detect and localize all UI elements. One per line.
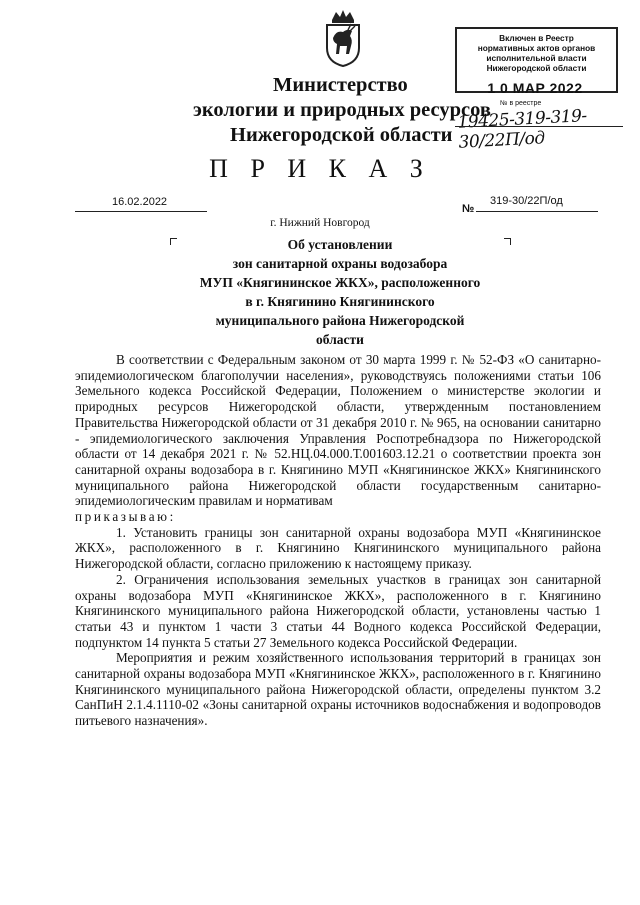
title-line: муниципального района Нижегородской (215, 313, 465, 328)
stamp-line: исполнительной власти (486, 53, 587, 63)
order-item-1: 1. Установить границы зон санитарной охраны водозабора МУП «Княгининское ЖКХ», расположенного в г. Княгинино Княгининского муниципального района Нижегородской области, согласно приложению к настоящему приказу. (75, 524, 601, 572)
ministry-name-line: Министерство (273, 74, 408, 96)
date-underline (75, 211, 207, 212)
number-underline (476, 211, 598, 212)
stamp-line: нормативных актов органов (477, 43, 596, 53)
stamp-date: 1 0 MAP 2022 (487, 80, 583, 96)
title-line: МУП «Княгининское ЖКХ», расположенного (199, 275, 481, 290)
coat-of-arms-icon (324, 6, 362, 68)
order-paragraph-3: Мероприятия и режим хозяйственного использования территорий в границах зон санитарной охраны водозабора МУП «Княгининское ЖКХ», расположенного в г. Княгинино Княгининского муниципального района Нижегородской области, определены пунктом 3.2 СанПиН 2.1.4.1110-02 «Зоны санитарной охраны источников водоснабжения и водопроводов питьевого назначения». (75, 650, 601, 729)
document-title (160, 235, 520, 349)
document-type: П Р И К А З (209, 154, 431, 183)
stamp-registry-label: № в реестре (500, 100, 542, 107)
title-line: в г. Княгинино Княгининского (245, 294, 435, 309)
document-number: 319-30/22П/од (490, 195, 563, 207)
stamp-line: Включен в Реестр (499, 33, 574, 43)
document-date: 16.02.2022 (112, 196, 168, 208)
stamp-line: Нижегородской области (486, 63, 587, 73)
ministry-name-line: экологии и природных ресурсов (193, 99, 491, 121)
ministry-name-line: Нижегородской области (230, 124, 453, 146)
title-line: зон санитарной охраны водозабора (232, 256, 448, 271)
document-body (75, 352, 601, 729)
stamp-registry-number: 19425-319-319-30/22П/од (457, 106, 588, 153)
title-line: Об установлении (287, 237, 393, 252)
title-line: области (316, 332, 364, 347)
order-item-2: 2. Ограничения использования земельных участков в границах зон санитарной охраны водозабора МУП «Княгининское ЖКХ», расположенного в г. Княгинино Княгининского муниципального района Нижегородской области, установлены частью 1 статьи 43 и пунктом 1 части 3 статьи 44 Водного кодекса Российской Федерации, подпунктом 14 пункта 5 статьи 27 Земельного кодекса Российской Федерации. (75, 571, 601, 650)
number-sign: № (462, 203, 475, 215)
document-city: г. Нижний Новгород (270, 217, 370, 229)
stamp-underline (455, 126, 623, 127)
order-word: приказываю: (75, 509, 176, 525)
preamble-paragraph: В соответствии с Федеральным законом от 30 марта 1999 г. № 52-ФЗ «О санитарно-эпидемиологическом благополучии населения», руководствуясь положениями статьи 106 Земельного кодекса Российской Федерации, Положением о министерстве экологии и природных ресурсов Нижегородской области, утвержденным постановлением Правительства Нижегородской области от 31 декабря 2010 г. № 965, на основании санитарно - эпидемиологического заключения Управления Роспотребнадзора по Нижегородской области от 14 декабря 2021 г. № 52.НЦ.04.000.Т.001603.12.21 о соответствии проекта зон санитарной охраны водозабора в г. Княгинино МУП «Княгининское ЖКХ» Княгининского муниципального района Нижегородской области государственным санитарно-эпидемиологическим правилам и нормативам (75, 352, 601, 509)
